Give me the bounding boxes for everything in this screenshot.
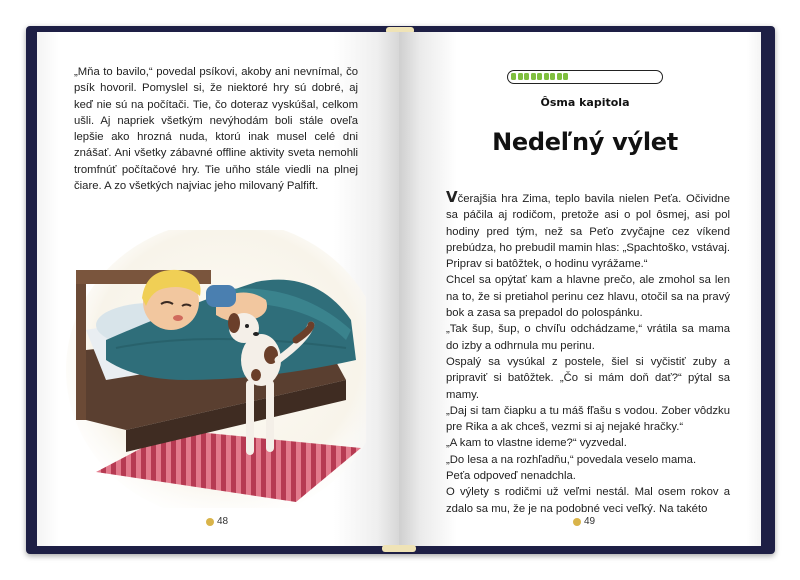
drop-cap: V [446,188,458,206]
progress-segment [524,73,529,80]
paragraph: Ospalý sa vysúkal z postele, šiel si vyčistiť zuby a pripraviť si batôžtek. „Čo si mám doň dať?“ pýtal sa mamy. [446,355,730,401]
boy-sleeping-with-dog-illustration [66,230,366,508]
dog-ear [228,313,240,333]
chapter-progress-fill [511,73,568,80]
dog-leg [246,380,254,455]
progress-segment [557,73,562,80]
paragraph: „Do lesa a na rozhľadňu,“ povedala veselo mama. [446,453,697,466]
first-paragraph-rest: čerajšia hra Zima, teplo bavila nielen Peťa. Očividne sa páčila aj rodičom, pretože asi o pol ôsmej, asi pol hodiny pred tým, než sa Peťo zvyčajne cez víkend prebúdza, ho prebudil mamin hlas: „Spachtoško, vstávaj. Priprav si batôžtek, o hodinu vyrážame.“ [446,193,730,271]
paragraph: „Tak šup, šup, o chvíľu odchádzame,“ vrátila sa mama do izby a odhrnula mu perinu. [446,323,730,352]
progress-segment [550,73,555,80]
right-page-text [446,190,730,517]
left-page-paragraph: „Mňa to bavilo,“ povedal psíkovi, akoby ani nevnímal, čo psík hovoril. Pomyslel si, že niektoré hry sú dobré, aj keď nie sú na počítači. Tie, čo doteraz vyskúšal, celkom ušli. Aj napriek všetkým nevýhodám boli stále oveľa lepšie ako hrozná nuda, ktorú inak musel celé dni znášať. Ani všetky zábavné offline aktivity sveta nemohli tromfnúť počítačové hry. Tie uňho stále viedli na plnej čiare. A zo všetkých najviac jeho milovaný Palfift. [74,66,358,193]
boy-shirt [206,285,236,307]
left-page-number [206,516,228,527]
progress-segment [531,73,536,80]
progress-segment [518,73,523,80]
first-paragraph [446,190,730,272]
paragraph: Chcel sa opýtať kam a hlavne prečo, ale zmohol sa len na to, že si pretiahol perinu cez hlavu, otočil sa na pravý bok a zasa sa prepadol do polospánku. [446,274,730,320]
chapter-title: Nedeľný výlet [492,128,678,156]
progress-segment [537,73,542,80]
left-page-number-text: 48 [217,516,229,527]
paragraph: O výlety s rodičmi už veľmi nestál. Mal osem rokov a zdalo sa mu, že je na podobné veci veľký. Na takéto [446,486,730,515]
page-number-dot-icon [206,518,214,526]
paragraph: „Daj si tam čiapku a tu máš fľašu s vodou. Zober vôdzku pre Rika a ak chceš, vezmi si aj nejaké hračky.“ [446,404,730,434]
progress-segment [544,73,549,80]
chapter-label: Ôsma kapitola [540,96,630,109]
chapter-progress-bar [507,70,663,84]
paragraph: Peťa odpoveď nenadchla. [446,470,576,483]
spine-ribbon-bottom [382,545,416,552]
progress-segment [511,73,516,80]
right-page-number-text: 49 [584,516,596,527]
page-number-dot-icon [573,518,581,526]
progress-segment [563,73,568,80]
paragraph: „A kam to vlastne ideme?“ vyzvedal. [446,437,627,450]
right-page-number [573,516,595,527]
bed-post [76,270,86,420]
